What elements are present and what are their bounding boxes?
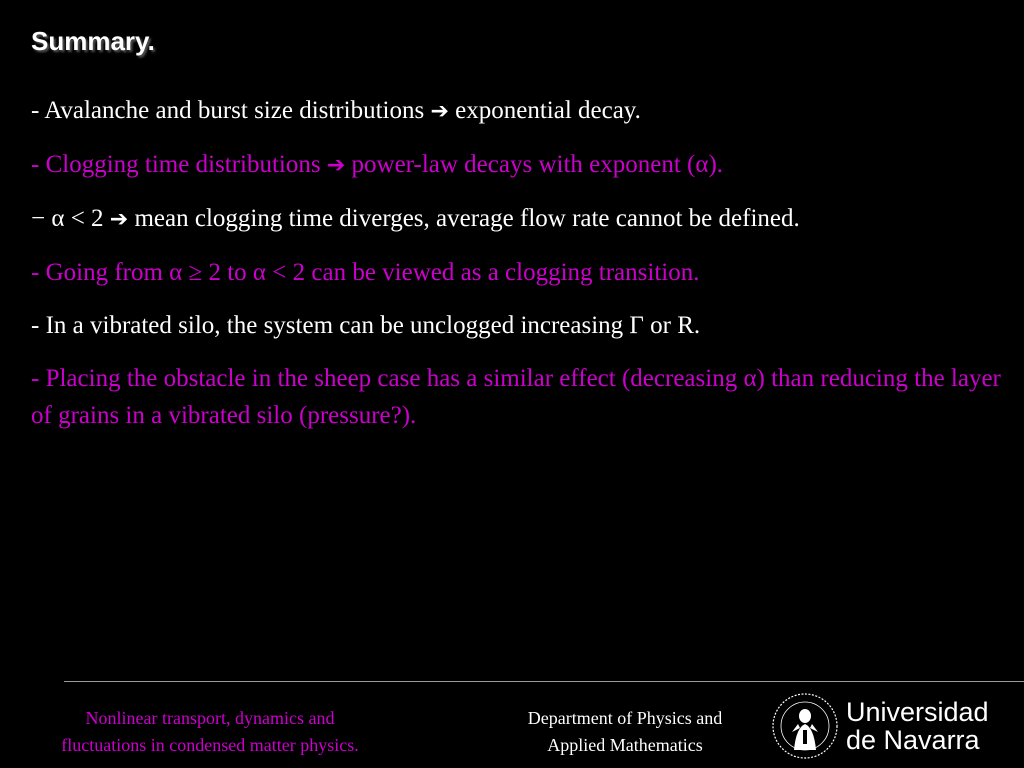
bullet-clogging-transition: - Going from α ≥ 2 to α < 2 can be viewed as a clogging transition. <box>31 259 700 286</box>
bullet-text: mean clogging time diverges, average flow rate cannot be defined. <box>128 205 800 232</box>
slide-title: Summary. <box>31 26 155 56</box>
arrow-right-icon: ➔ <box>430 99 449 124</box>
bullet-alpha-less-two <box>31 200 1021 238</box>
bullet-text: - Clogging time distributions <box>31 151 327 178</box>
footer-divider <box>64 681 1024 682</box>
bullet-list <box>31 92 1021 450</box>
university-logo <box>770 684 1020 768</box>
footer-department-line2: Applied Mathematics <box>547 735 703 755</box>
bullet-text: power-law decays with exponent (α). <box>345 151 724 178</box>
bullet-obstacle: - Placing the obstacle in the sheep case has a similar effect (decreasing α) than reducing the layer of grains in a vibrated silo (pressure?). <box>31 365 1001 429</box>
bullet-vibrated-silo: - In a vibrated silo, the system can be unclogged increasing Γ or R. <box>31 312 701 339</box>
bullet-text: exponential decay. <box>448 97 641 124</box>
bullet-clogging-time <box>31 146 1021 184</box>
university-name-line1: Universidad <box>846 697 989 727</box>
footer-department-line1: Department of Physics and <box>527 708 723 728</box>
bullet-avalanche <box>31 92 1021 130</box>
university-name-line2: de Navarra <box>846 725 980 755</box>
university-name <box>846 698 989 754</box>
footer-course-title <box>10 705 410 759</box>
arrow-right-icon: ➔ <box>109 207 129 232</box>
footer-department <box>485 705 765 759</box>
bullet-text: − α < 2 <box>31 205 110 232</box>
footer-course-line1: Nonlinear transport, dynamics and <box>85 708 335 728</box>
university-seal-icon <box>770 684 840 768</box>
arrow-right-icon: ➔ <box>326 153 346 178</box>
footer-course-line2: fluctuations in condensed matter physics. <box>61 735 359 755</box>
bullet-text: - Avalanche and burst size distributions <box>31 97 431 124</box>
